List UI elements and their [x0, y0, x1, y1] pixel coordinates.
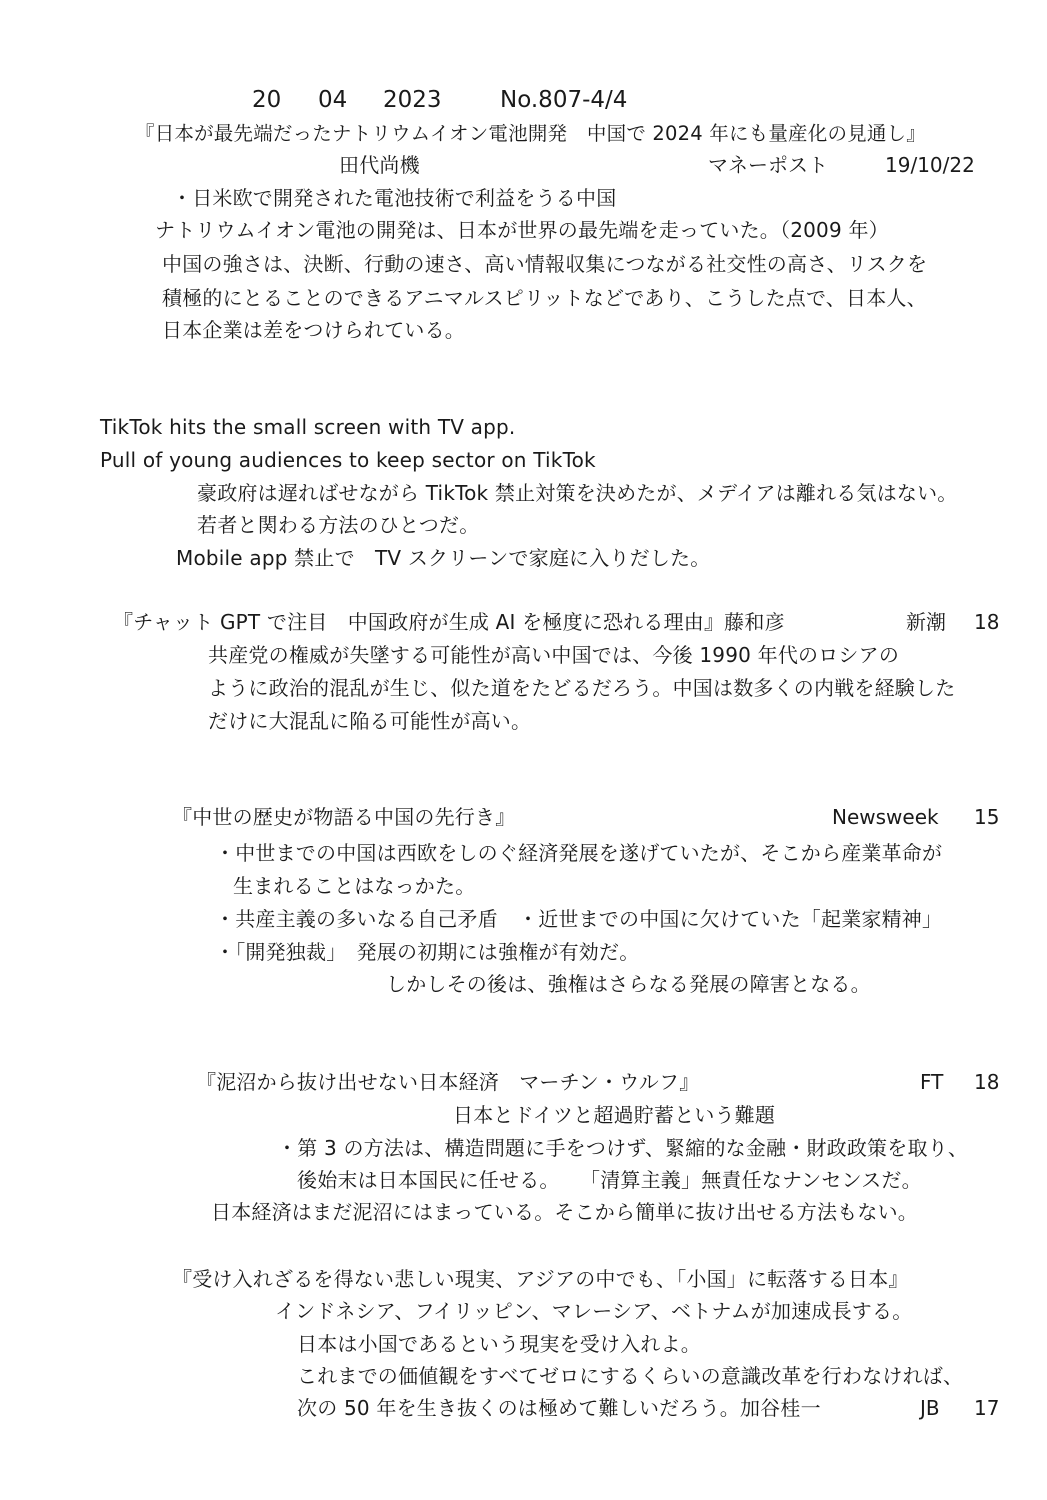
article-source: JB [920, 1396, 940, 1420]
article-line: ・中世までの中国は西欧をしのぐ経済発展を遂げていたが、そこから産業革命が [215, 841, 943, 865]
header-year: 2023 [383, 87, 442, 113]
article-line: 共産党の権威が失墜する可能性が高い中国では、今後 1990 年代のロシアの [208, 643, 900, 667]
article-title: 『受け入れざるを得ない悲しい現実、アジアの中でも、「小国」に転落する日本』 [172, 1267, 909, 1291]
article-line: インドネシア、フイリッピン、マレーシア、ベトナムが加速成長する。 [275, 1299, 913, 1323]
article-date: 18 [974, 1070, 1000, 1094]
article-line: ・「開発独裁」 発展の初期には強権が有効だ。 [215, 940, 640, 964]
article-line: Mobile app 禁止で TV スクリーンで家庭に入りだした。 [176, 546, 711, 570]
article-title-line: Pull of young audiences to keep sector on TikTok [100, 448, 596, 472]
article-date: 17 [974, 1396, 1000, 1420]
article-line: 次の 50 年を生き抜くのは極めて難しいだろう。加谷桂一 [297, 1396, 821, 1420]
article-date: 18 [974, 610, 1000, 634]
article-line: ・第 3 の方法は、構造問題に手をつけず、緊縮的な金融・財政政策を取り、 [277, 1136, 969, 1160]
article-line: ・共産主義の多いなる自己矛盾 ・近世までの中国に欠けていた「起業家精神」 [215, 907, 943, 931]
article-source: FT [920, 1070, 944, 1094]
article-author: 田代尚機 [339, 153, 420, 177]
article-title: 『日本が最先端だったナトリウムイオン電池開発 中国で 2024 年にも量産化の見通し』 [135, 122, 926, 145]
article-line: しかしその後は、強権はさらなる発展の障害となる。 [386, 972, 871, 996]
article-line: 後始末は日本国民に任せる。 「清算主義」無責任なナンセンスだ。 [297, 1168, 922, 1192]
article-line: 中国の強さは、決断、行動の速さ、高い情報収集につながる社交性の高さ、リスクを [162, 252, 928, 276]
article-line: 日本とドイツと超過貯蓄という難題 [453, 1103, 776, 1127]
article-line: 豪政府は遅ればせながら TikTok 禁止対策を決めたが、メデイアは離れる気はない。 [197, 481, 958, 505]
article-title-line: TikTok hits the small screen with TV app. [100, 415, 516, 439]
header-issue-number: No.807-4/4 [500, 87, 628, 113]
article-line: 積極的にとることのできるアニマルスピリットなどであり、こうした点で、日本人、 [162, 286, 927, 310]
article-line: ・日米欧で開発された電池技術で利益をうる中国 [172, 186, 617, 210]
article-line: ように政治的混乱が生じ、似た道をたどるだろう。中国は数多くの内戦を経験した [208, 676, 956, 700]
header-day: 20 [252, 87, 282, 113]
article-line: だけに大混乱に陥る可能性が高い。 [208, 709, 532, 733]
article-line: 日本は小国であるという現実を受け入れよ。 [297, 1332, 701, 1356]
article-date: 15 [974, 805, 1000, 829]
article-date: 19/10/22 [885, 153, 975, 177]
article-title: 『泥沼から抜け出せない日本経済 マーチン・ウルフ』 [196, 1070, 700, 1094]
article-line: 若者と関わる方法のひとつだ。 [197, 513, 480, 537]
article-source: 新潮 [906, 610, 946, 634]
article-source: マネーポスト [708, 153, 828, 177]
article-line: 生まれることはなっかた。 [233, 874, 476, 898]
header-month: 04 [318, 87, 348, 113]
article-line: 日本経済はまだ泥沼にはまっている。そこから簡単に抜け出せる方法もない。 [211, 1200, 918, 1224]
article-source: Newsweek [832, 805, 939, 829]
article-line: 日本企業は差をつけられている。 [162, 318, 465, 342]
article-line: これまでの価値観をすべてゼロにするくらいの意識改革を行わなければ、 [297, 1364, 964, 1388]
article-title: 『中世の歴史が物語る中国の先行き』 [172, 805, 516, 829]
article-line: ナトリウムイオン電池の開発は、日本が世界の最先端を走っていた。（2009 年） [155, 218, 889, 242]
article-title: 『チャット GPT で注目 中国政府が生成 AI を極度に恐れる理由』藤和彦 [113, 610, 785, 634]
